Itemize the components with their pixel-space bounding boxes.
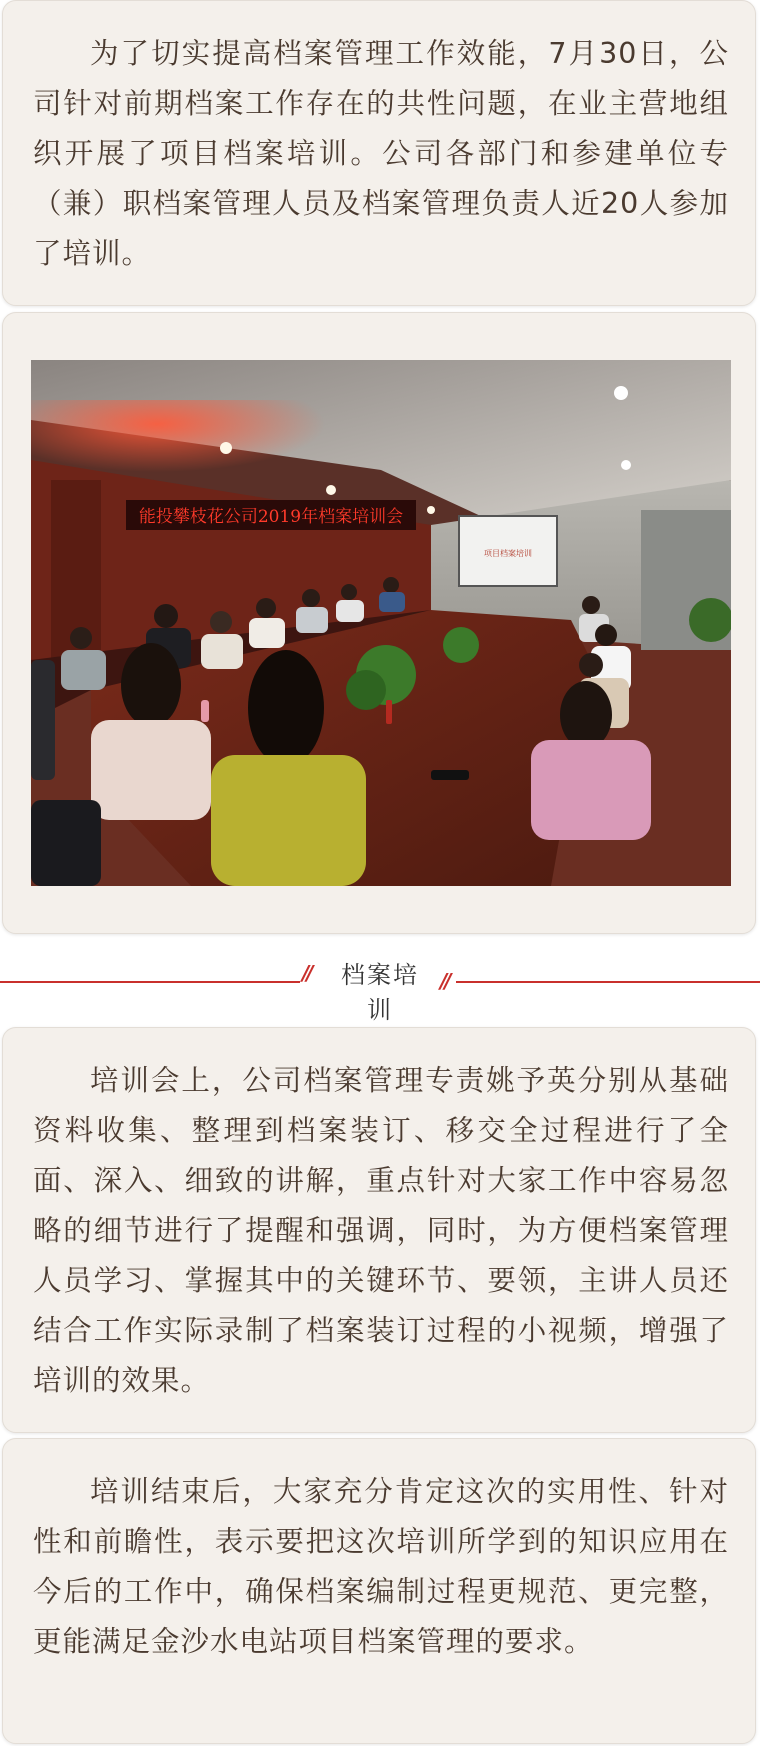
section-title: 档案培训	[341, 961, 419, 1024]
photo-card	[2, 312, 756, 934]
conclusion-card	[2, 1438, 756, 1744]
conclusion-paragraph: 培训结束后，大家充分肯定这次的实用性、针对性和前瞻性，表示要把这次培训所学到的知识应用在今后的工作中，确保档案编制过程更规范、更完整，更能满足金沙水电站项目档案管理的要求。	[33, 1475, 729, 1658]
screen-title: 项目档案培训	[484, 549, 532, 558]
divider-slash-right: //	[440, 969, 449, 993]
training-meeting-photo	[31, 360, 731, 886]
divider-line-right	[456, 981, 760, 983]
detail-paragraph: 培训会上，公司档案管理专责姚予英分别从基础资料收集、整理到档案装订、移交全过程进行了全面、深入、细致的讲解，重点针对大家工作中容易忽略的细节进行了提醒和强调，同时，为方便档案管理人员学习、掌握其中的关键环节、要领，主讲人员还结合工作实际录制了档案装订过程的小视频，增强了培训的效果。	[33, 1064, 729, 1397]
intro-paragraph: 为了切实提高档案管理工作效能，7月30日，公司针对前期档案工作存在的共性问题，在业主营地组织开展了项目档案培训。公司各部门和参建单位专（兼）职档案管理人员及档案管理负责人近20人参加了培训。	[33, 37, 729, 270]
divider-line-left	[0, 981, 300, 983]
banner-text: 能投攀枝花公司2019年档案培训会	[138, 507, 404, 527]
section-divider	[0, 955, 760, 1024]
intro-card	[2, 0, 756, 306]
divider-slash-left: //	[302, 961, 311, 985]
detail-card	[2, 1027, 756, 1433]
